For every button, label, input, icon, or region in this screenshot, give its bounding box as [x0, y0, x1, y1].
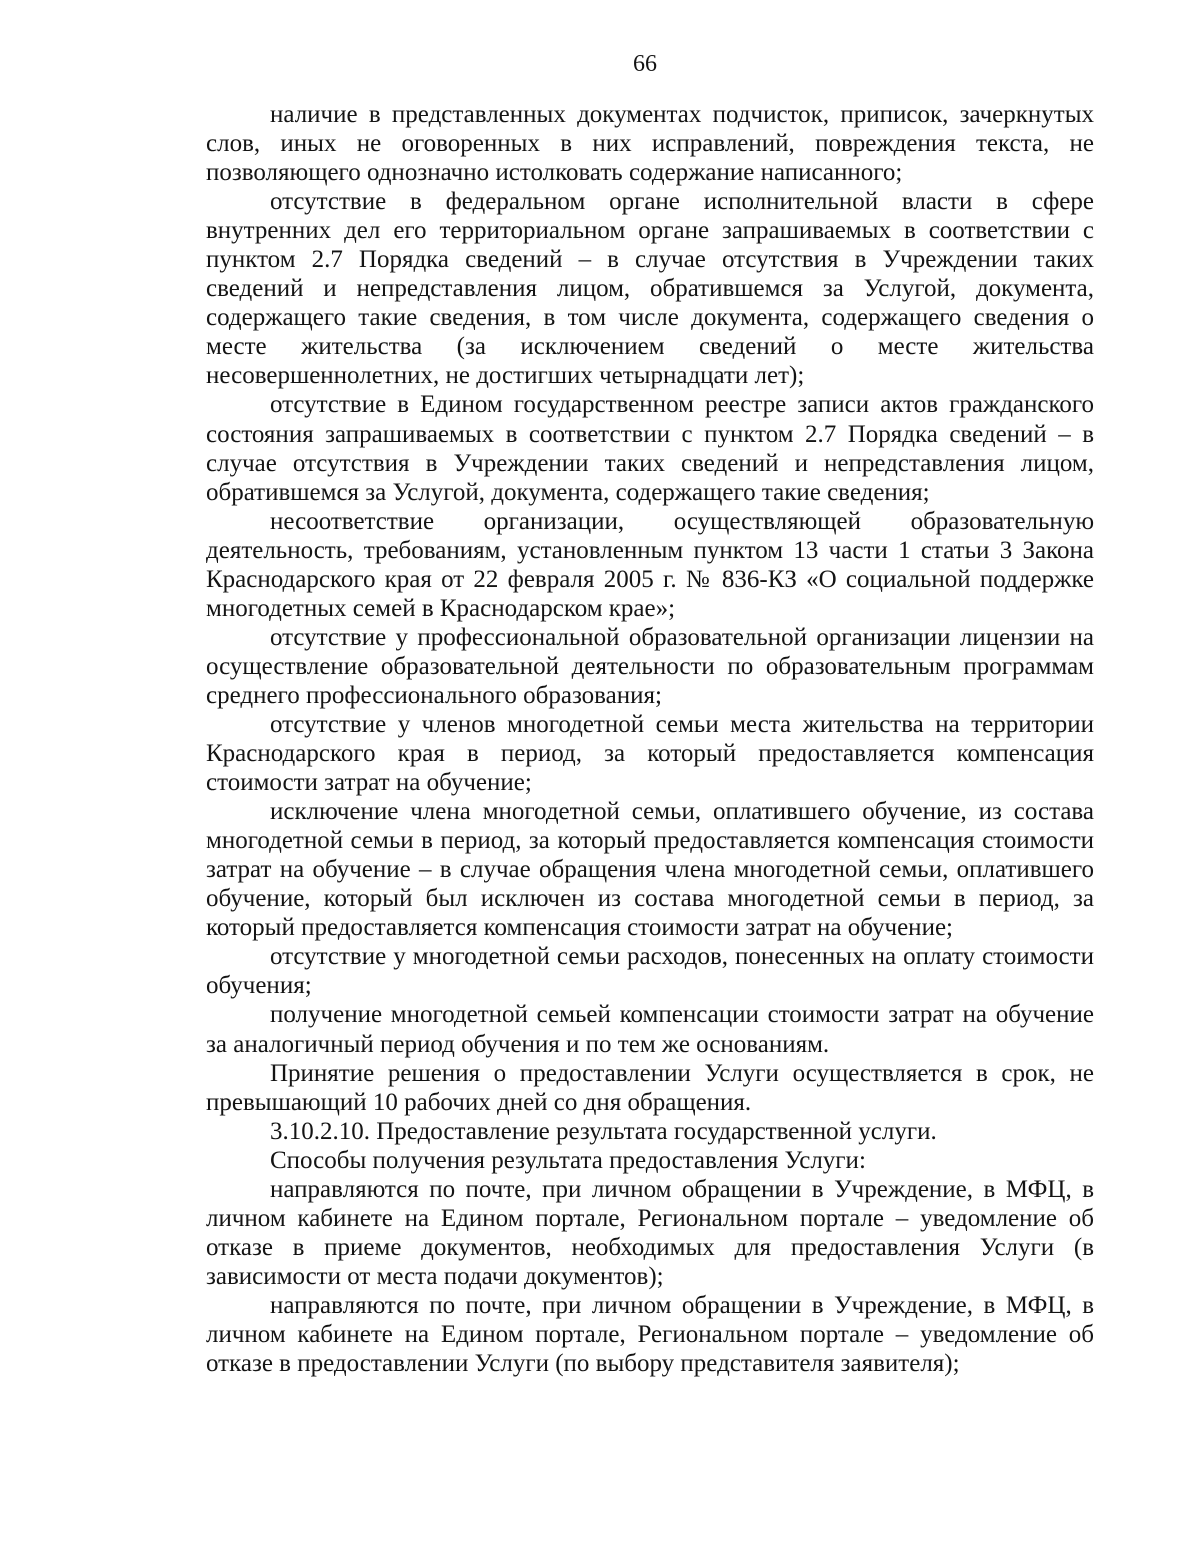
paragraph-no-expenses: отсутствие у многодетной семьи расходов, понесенных на оплату стоимости обучения;: [206, 943, 1094, 1000]
paragraph-organization-nonconformity: несоответствие организации, осуществляющей образовательную деятельность, требованиям, установленным пунктом 13 части 1 статьи 3 Закона Краснодарского края от 22 февраля 2005 г. № 836-КЗ «О социальной поддержке многодетных семей в Краснодарском крае»;: [206, 507, 1094, 622]
paragraph-no-residence: отсутствие у членов многодетной семьи места жительства на территории Краснодарского края в период, за который предоставляется компенсация стоимости затрат на обучение;: [206, 710, 1094, 797]
paragraph-refusal-acceptance-notice: направляются по почте, при личном обращении в Учреждение, в МФЦ, в личном кабинете на Едином портале, Региональном портале – уведомление об отказе в приеме документов, необходимых для предоставления Услуги (в зависимости от места подачи документов);: [206, 1175, 1094, 1290]
paragraph-decision-term: Принятие решения о предоставлении Услуги осуществляется в срок, не превышающий 10 рабочих дней со дня обращения.: [206, 1059, 1094, 1116]
paragraph-corrections: наличие в представленных документах подчисток, приписок, зачеркнутых слов, иных не оговоренных в них исправлений, повреждения текста, не позволяющего однозначно истолковать содержание написанного;: [206, 101, 1094, 187]
paragraph-no-license: отсутствие у профессиональной образовательной организации лицензии на осуществление образовательной деятельности по образовательным программам среднего профессионального образования;: [206, 623, 1094, 709]
paragraph-result-methods: Способы получения результата предоставления Услуги:: [270, 1146, 866, 1174]
document-body: [206, 100, 1094, 1378]
paragraph-missing-internal-affairs-data: отсутствие в федеральном органе исполнительной власти в сфере внутренних дел его территориальном органе запрашиваемых в соответствии с пунктом 2.7 Порядка сведений – в случае отсутствия в Учреждении таких сведений и непредставления лицом, обратившемся за Услугой, документа, содержащего такие сведения, в том числе документа, содержащего сведения о месте жительства (за исключением сведений о месте жительства несовершеннолетних, не достигших четырнадцати лет);: [206, 188, 1094, 390]
paragraph-section-heading: 3.10.2.10. Предоставление результата государственной услуги.: [270, 1117, 937, 1145]
paragraph-refusal-service-notice: направляются по почте, при личном обращении в Учреждение, в МФЦ, в личном кабинете на Едином портале, Региональном портале – уведомление об отказе в предоставлении Услуги (по выбору представителя заявителя);: [206, 1291, 1094, 1378]
paragraph-missing-civil-registry-data: отсутствие в Едином государственном реестре записи актов гражданского состояния запрашиваемых в соответствии с пунктом 2.7 Порядка сведений – в случае отсутствия в Учреждении таких сведений и непредставления лицом, обратившемся за Услугой, документа, содержащего такие сведения;: [206, 391, 1094, 506]
page-number: 66: [633, 51, 657, 77]
paragraph-duplicate-compensation: получение многодетной семьей компенсации стоимости затрат на обучение за аналогичный период обучения и по тем же основаниям.: [206, 1001, 1094, 1058]
paragraph-member-excluded: исключение члена многодетной семьи, оплатившего обучение, из состава многодетной семьи в период, за который предоставляется компенсация стоимости затрат на обучение – в случае обращения члена многодетной семьи, оплатившего обучение, который был исключен из состава многодетной семьи в период, за который предоставляется компенсация стоимости затрат на обучение;: [206, 798, 1094, 942]
